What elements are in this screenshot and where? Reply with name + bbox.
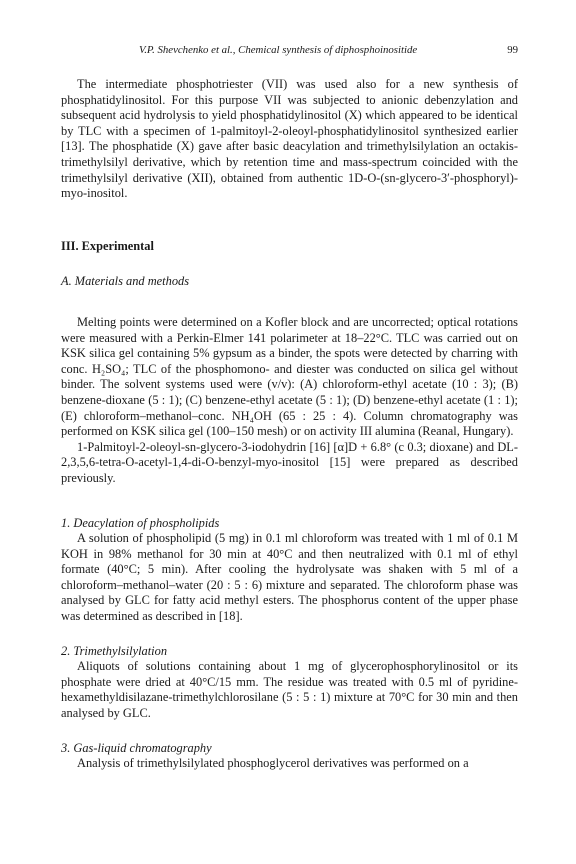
trimethylsilylation-paragraph: Aliquots of solutions containing about 1 mg of glycerophosphorylinositol or its phosphate were dried at 40°C/15 mm. The residue was treated with 0.5 ml of pyridine-hexamethyldisilazane-trimethylchlorosilane (5 : 5 : 1) mixture at 70°C for 30 min and then analysed by GLC.: [61, 659, 518, 720]
glc-paragraph: Analysis of trimethylsilylated phosphoglycerol derivatives was performed on a: [77, 756, 469, 770]
trimethylsilylation-title: 2. Trimethylsilylation: [61, 644, 168, 658]
glc-title: 3. Gas-liquid chromatography: [61, 741, 212, 755]
glc-block: [61, 741, 518, 772]
subsection-a-heading-block: [61, 274, 518, 289]
intro-paragraph: The intermediate phosphotriester (VII) was used also for a new synthesis of phosphatidylinositol. For this purpose VII was subjected to anionic debenzylation and subsequent acid hydrolysis to yield phosphatidylinositol (X) which appeared to be identical by TLC with a specimen of 1-palmitoyl-2-oleoyl-phosphatidylinositol synthesized earlier [13]. The phosphatide (X) gave after basic deacylation and trimethylsilylation an octakis-trimethylsilyl derivative, which by retention time and mass-spectrum coincided with the trimethylsilyl derivative (XII), obtained from authentic 1D-O-(sn-glycero-3′-phosphoryl)-myo-inositol.: [61, 77, 518, 201]
subsection-a-title: A. Materials and methods: [61, 274, 190, 288]
materials-block: [61, 315, 518, 487]
deacylation-title: 1. Deacylation of phospholipids: [61, 516, 220, 530]
intro-block: [61, 77, 518, 202]
deacylation-block: [61, 516, 518, 625]
running-title: V.P. Shevchenko et al., Chemical synthesis of diphosphoinositide: [139, 44, 418, 56]
deacylation-paragraph: A solution of phospholipid (5 mg) in 0.1 ml chloroform was treated with 1 ml of 0.1 M KOH in 98% methanol for 30 min at 40°C and then neutralized with 0.1 ml of ethyl formate (40°C; 5 min). After cooling the hydrolysate was shaken with 5 ml of a chloroform–methanol–water (20 : 5 : 6) mixture and separated. The chloroform phase was analysed by GLC for fatty acid methyl esters. The phosphorus content of the upper phase was determined as described in [18].: [61, 531, 518, 623]
prepared-compounds-paragraph: 1-Palmitoyl-2-oleoyl-sn-glycero-3-iodohydrin [16] [α]D + 6.8° (c 0.3; dioxane) and DL-2,3,5,6-tetra-O-acetyl-1,4-di-O-benzyl-myo-inositol [15] were prepared as described previously.: [61, 439, 518, 485]
materials-paragraph: Melting points were determined on a Kofler block and are uncorrected; optical rotations were measured with a Perkin-Elmer 141 polarimeter at 18–22°C. TLC was carried out on KSK silica gel containing 5% gypsum as a binder, the spots were detected by charring with conc. H₂SO₄; TLC of the phosphomono- and diester was conducted on silica gel without binder. The solvent systems used were (v/v): (A) chloroform-ethyl acetate (10 : 3); (B) benzene-dioxane (5 : 1); (C) benzene-ethyl acetate (5 : 1); (D) benzene-ethyl acetate (1 : 1); (E) chloroform–methanol–conc. NH₄OH (65 : 25 : 4). Column chromatography was performed on KSK silica gel (100–150 mesh) or on activity III alumina (Reanal, Hungary).: [61, 315, 518, 439]
page-number: 99: [507, 44, 518, 56]
section-title: III. Experimental: [61, 239, 154, 253]
trimethylsilylation-block: [61, 644, 518, 721]
section-heading-block: [61, 239, 518, 254]
